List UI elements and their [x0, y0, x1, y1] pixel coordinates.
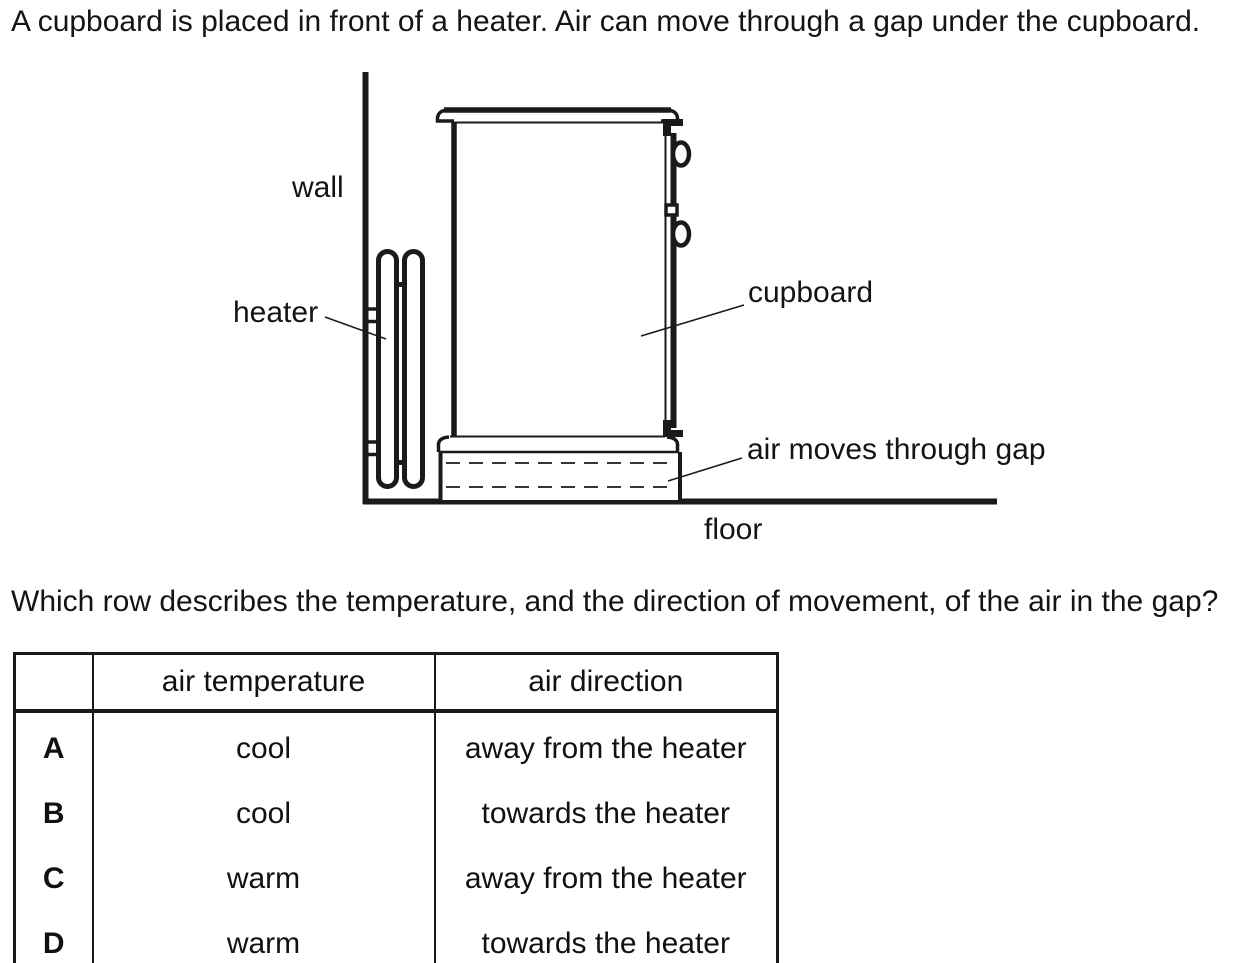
cupboard-drawing	[437, 110, 689, 500]
cupboard-label: cupboard	[748, 276, 874, 309]
cupboard-leader-line	[641, 305, 744, 336]
heater-radiator	[367, 252, 423, 487]
option-letter: A	[42, 732, 65, 765]
header-air-temperature: air temperature	[93, 654, 435, 712]
question-text: Which row describes the temperature, and the direction of movement, of the air in the gap?	[11, 585, 1219, 618]
floor-label: floor	[704, 513, 763, 546]
header-air-direction: air direction	[435, 654, 778, 712]
air-temperature-cell: warm	[93, 843, 435, 908]
air-temperature-cell: cool	[93, 778, 435, 843]
air-temperature-cell: warm	[93, 908, 435, 963]
wall-label: wall	[292, 171, 344, 204]
cupboard-door-divider	[666, 205, 677, 215]
air-direction-cell: towards the heater	[435, 908, 778, 963]
cupboard-handle-upper	[673, 143, 689, 166]
option-letter: B	[42, 797, 65, 830]
air-direction-cell: away from the heater	[435, 711, 778, 778]
air-direction-cell: towards the heater	[435, 778, 778, 843]
answer-row-d[interactable]	[15, 908, 778, 963]
air-temperature-cell: cool	[93, 711, 435, 778]
heater-left-tube	[379, 252, 397, 487]
option-letter: D	[42, 927, 65, 960]
option-letter: C	[42, 862, 65, 895]
answer-row-a[interactable]	[15, 711, 778, 778]
answer-row-b[interactable]	[15, 778, 778, 843]
answer-table	[13, 652, 779, 963]
cupboard-handle-lower	[673, 223, 689, 246]
cupboard-molding-right	[667, 437, 678, 452]
cupboard-molding-left	[438, 437, 449, 452]
header-blank	[15, 654, 93, 712]
cupboard-plinth-fill	[441, 452, 680, 500]
heater-right-tube	[405, 252, 423, 487]
air-direction-cell: away from the heater	[435, 843, 778, 908]
answer-row-c[interactable]	[15, 843, 778, 908]
heater-label: heater	[233, 296, 319, 329]
gap-label: air moves through gap	[747, 433, 1046, 466]
diagram	[0, 60, 1250, 565]
header-row	[15, 654, 778, 712]
intro-text: A cupboard is placed in front of a heater. Air can move through a gap under the cupboard.	[11, 5, 1201, 38]
